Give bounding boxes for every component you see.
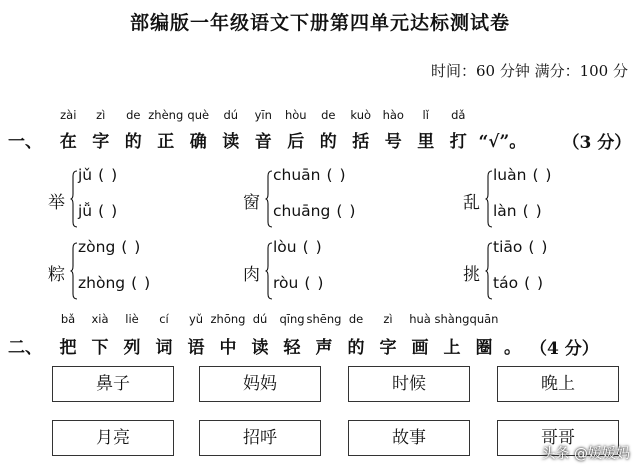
time-score-info: 时间：60 分钟 满分：100 分 (430, 62, 628, 80)
q2-char: 字 (379, 338, 397, 358)
q2-char: 画 (411, 338, 429, 358)
q1-char: 正 (157, 132, 175, 152)
answer-parentheses: ( ) (98, 166, 119, 184)
q1-char: 打 (449, 132, 467, 152)
answer-parentheses: ( ) (524, 274, 545, 292)
q1-char: 读 (222, 132, 240, 152)
q2-char: 把 (59, 338, 77, 358)
option-pinyin: zhòng (78, 274, 126, 292)
q2-number: 二、 (8, 338, 42, 358)
q2-char: 词 (155, 338, 173, 358)
option-pinyin: zòng (78, 238, 116, 256)
answer-parentheses: ( ) (326, 166, 347, 184)
q2-char: 下 (91, 338, 109, 358)
q2-pinyin-syllable: dú (252, 312, 268, 326)
choice-char: 举 (48, 193, 65, 213)
option-pinyin: luàn (493, 166, 527, 184)
q1-char: 字 (92, 132, 110, 152)
q2-pinyin-syllable: cí (159, 312, 169, 326)
q2-char: 轻 (283, 338, 301, 358)
q1-char: 的 (319, 132, 337, 152)
answer-parentheses: ( ) (528, 238, 549, 256)
pinyin-option (493, 166, 552, 184)
q1-char: 音 (254, 132, 272, 152)
choice-item (48, 162, 228, 242)
option-pinyin: lòu (273, 238, 297, 256)
q1-char: 里 (417, 132, 435, 152)
answer-parentheses: ( ) (98, 202, 119, 220)
q2-pinyin-syllable: yǔ (188, 312, 204, 326)
q2-pinyin-syllable: shēng (306, 312, 342, 326)
q2-pinyin-syllable: huà (409, 312, 431, 326)
q2-char: 圈 (475, 338, 493, 358)
answer-parentheses: ( ) (304, 274, 325, 292)
pinyin-option (78, 202, 118, 220)
pinyin-option (273, 166, 347, 184)
q1-pinyin-syllable: lǐ (422, 108, 429, 122)
pinyin-option (273, 274, 324, 292)
answer-parentheses: ( ) (336, 202, 357, 220)
pinyin-option (493, 202, 543, 220)
pinyin-option (493, 238, 548, 256)
answer-parentheses: ( ) (121, 238, 142, 256)
option-pinyin: ròu (273, 274, 299, 292)
q2-pinyin-syllable: quān (469, 312, 499, 326)
pinyin-option (273, 202, 356, 220)
q2-score: （4 分） (530, 339, 599, 359)
brace-icon (265, 170, 273, 228)
q1-pinyin-syllable: de (126, 108, 141, 122)
q1-number: 一、 (8, 132, 42, 152)
option-pinyin: chuān (273, 166, 321, 184)
word-box: 鼻子 (52, 366, 174, 402)
answer-parentheses: ( ) (302, 238, 323, 256)
brace-icon (70, 242, 78, 300)
option-pinyin: jǚ (78, 202, 93, 220)
brace-icon (485, 170, 493, 228)
word-box: 招呼 (199, 420, 321, 456)
choice-char: 乱 (463, 193, 480, 213)
word-box: 哥哥 (497, 420, 619, 456)
q1-pinyin-syllable: dú (223, 108, 239, 122)
choice-item (463, 234, 640, 314)
q1-pinyin-syllable: zài (60, 108, 77, 122)
q1-pinyin-syllable: yīn (254, 108, 272, 122)
q1-char: 号 (384, 132, 402, 152)
q2-tail: 。 (504, 338, 521, 358)
option-pinyin: chuāng (273, 202, 331, 220)
brace-icon (265, 242, 273, 300)
q1-char: 后 (287, 132, 305, 152)
pinyin-option (493, 274, 544, 292)
option-pinyin: táo (493, 274, 519, 292)
choice-item (463, 162, 640, 242)
choice-char: 挑 (463, 265, 480, 285)
choice-char: 肉 (243, 265, 260, 285)
choice-item (243, 162, 423, 242)
q1-pinyin-syllable: hòu (284, 108, 307, 122)
choice-char: 窗 (243, 193, 260, 213)
word-box: 妈妈 (199, 366, 321, 402)
pinyin-option (78, 274, 151, 292)
pinyin-option (78, 238, 141, 256)
choice-item (243, 234, 423, 314)
word-box: 故事 (348, 420, 470, 456)
q2-char: 声 (315, 338, 333, 358)
q2-char: 上 (443, 338, 461, 358)
word-box: 晚上 (497, 366, 619, 402)
q1-pinyin-syllable: dǎ (451, 108, 466, 122)
q2-char: 读 (251, 338, 269, 358)
option-pinyin: tiāo (493, 238, 523, 256)
q2-pinyin-syllable: de (348, 312, 364, 326)
q2-char: 中 (219, 338, 237, 358)
watermark: 头条 @媛媛妈 (541, 446, 630, 462)
q1-pinyin-syllable: kuò (350, 108, 372, 122)
answer-parentheses: ( ) (522, 202, 543, 220)
option-pinyin: jǔ (78, 166, 93, 184)
q2-pinyin-syllable: qīng (279, 312, 305, 326)
q1-tail: “√”。 (478, 132, 527, 152)
q2-pinyin-syllable: zhōng (210, 312, 246, 326)
q1-pinyin-syllable: zhèng (148, 108, 184, 122)
word-box: 时候 (348, 366, 470, 402)
q2-pinyin-syllable: liè (125, 312, 139, 326)
q2-pinyin-syllable: bǎ (60, 312, 76, 326)
q2-pinyin-syllable: zì (383, 312, 393, 326)
option-pinyin: làn (493, 202, 517, 220)
choice-item (48, 234, 228, 314)
q1-pinyin-syllable: què (187, 108, 210, 122)
q2-char: 列 (123, 338, 141, 358)
q1-char: 确 (189, 132, 207, 152)
answer-parentheses: ( ) (532, 166, 553, 184)
q1-char: 在 (59, 132, 77, 152)
page-title: 部编版一年级语文下册第四单元达标测试卷 (129, 12, 510, 34)
brace-icon (70, 170, 78, 228)
choice-char: 粽 (48, 265, 65, 285)
q1-score: （3 分） (562, 133, 632, 153)
pinyin-option (273, 238, 323, 256)
answer-parentheses: ( ) (131, 274, 152, 292)
q1-pinyin-syllable: de (321, 108, 336, 122)
pinyin-option (78, 166, 118, 184)
q1-char: 括 (352, 132, 370, 152)
q2-char: 语 (187, 338, 205, 358)
word-box: 月亮 (52, 420, 174, 456)
q2-pinyin-syllable: shàng (434, 312, 470, 326)
q1-pinyin-syllable: hào (382, 108, 404, 122)
q2-char: 的 (347, 338, 365, 358)
q1-char: 的 (124, 132, 142, 152)
q2-pinyin-syllable: xià (91, 312, 109, 326)
brace-icon (485, 242, 493, 300)
q1-pinyin-syllable: zì (96, 108, 106, 122)
